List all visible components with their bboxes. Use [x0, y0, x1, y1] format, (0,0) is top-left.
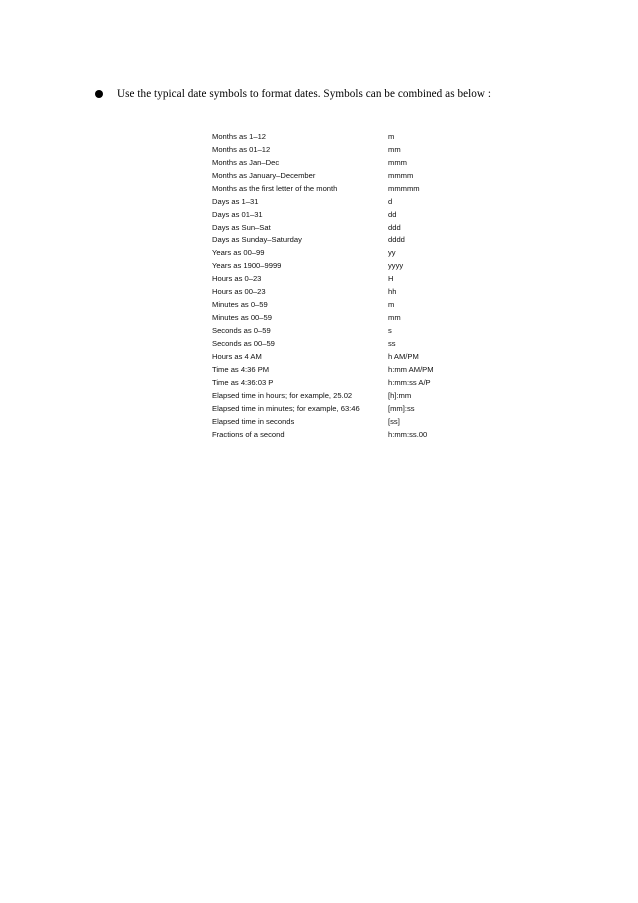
intro-bullet-item	[95, 88, 491, 100]
table-row	[212, 259, 468, 272]
format-description: Months as the first letter of the month	[212, 183, 338, 193]
format-description: Seconds as 00–59	[212, 338, 275, 348]
format-symbol: [ss]	[388, 416, 400, 426]
format-description: Months as 01–12	[212, 144, 271, 154]
date-format-table	[212, 130, 468, 441]
table-row	[212, 169, 468, 182]
table-row	[212, 195, 468, 208]
format-description: Elapsed time in seconds	[212, 416, 295, 426]
format-description: Days as 01–31	[212, 209, 263, 219]
format-description: Months as January–December	[212, 170, 316, 180]
format-symbol: mmmmm	[388, 183, 420, 193]
table-row	[212, 337, 468, 350]
bullet-dot-icon	[95, 90, 103, 98]
format-description: Years as 00–99	[212, 248, 265, 258]
table-row	[212, 389, 468, 402]
format-description: Days as Sun–Sat	[212, 222, 271, 232]
table-row	[212, 285, 468, 298]
format-symbol: dddd	[388, 235, 405, 245]
table-row	[212, 246, 468, 259]
table-row	[212, 428, 468, 441]
format-symbol: ddd	[388, 222, 401, 232]
format-description: Time as 4:36:03 P	[212, 377, 274, 387]
format-symbol: hh	[388, 287, 397, 297]
format-description: Minutes as 0–59	[212, 300, 268, 310]
table-row	[212, 143, 468, 156]
format-symbol: mmm	[388, 157, 407, 167]
format-description: Days as 1–31	[212, 196, 259, 206]
format-symbol: mm	[388, 313, 401, 323]
format-description: Months as 1–12	[212, 131, 267, 141]
format-description: Time as 4:36 PM	[212, 364, 270, 374]
format-symbol: h:mm AM/PM	[388, 364, 434, 374]
format-description: Months as Jan–Dec	[212, 157, 280, 167]
date-format-rows	[212, 130, 468, 441]
format-description: Hours as 00–23	[212, 287, 266, 297]
format-symbol: [h]:mm	[388, 390, 412, 400]
format-description: Hours as 4 AM	[212, 351, 262, 361]
table-row	[212, 272, 468, 285]
format-description: Minutes as 00–59	[212, 313, 272, 323]
table-row	[212, 221, 468, 234]
format-description: Years as 1900–9999	[212, 261, 282, 271]
format-symbol: d	[388, 196, 393, 206]
format-symbol: H	[388, 274, 394, 284]
format-symbol: [mm]:ss	[388, 403, 415, 413]
table-row	[212, 324, 468, 337]
format-symbol: dd	[388, 209, 397, 219]
table-row	[212, 376, 468, 389]
table-row	[212, 234, 468, 247]
format-description: Elapsed time in minutes; for example, 63:46	[212, 403, 360, 413]
format-description: Seconds as 0–59	[212, 326, 271, 336]
format-description: Days as Sunday–Saturday	[212, 235, 302, 245]
format-symbol: ss	[388, 338, 396, 348]
format-symbol: s	[388, 326, 392, 336]
table-row	[212, 311, 468, 324]
table-row	[212, 363, 468, 376]
table-row	[212, 156, 468, 169]
format-description: Fractions of a second	[212, 429, 285, 439]
table-row	[212, 415, 468, 428]
format-description: Hours as 0–23	[212, 274, 262, 284]
format-symbol: m	[388, 300, 395, 310]
format-symbol: h AM/PM	[388, 351, 419, 361]
table-row	[212, 130, 468, 143]
format-symbol: yyyy	[388, 261, 404, 271]
intro-text: Use the typical date symbols to format dates. Symbols can be combined as below :	[117, 88, 492, 100]
format-symbol: mm	[388, 144, 401, 154]
format-symbol: yy	[388, 248, 396, 258]
table-row	[212, 402, 468, 415]
format-symbol: h:mm:ss A/P	[388, 377, 431, 387]
table-row	[212, 208, 468, 221]
table-row	[212, 182, 468, 195]
format-symbol: h:mm:ss.00	[388, 429, 428, 439]
format-symbol: m	[388, 131, 395, 141]
table-row	[212, 350, 468, 363]
format-description: Elapsed time in hours; for example, 25.02	[212, 390, 353, 400]
format-symbol: mmmm	[388, 170, 414, 180]
table-row	[212, 298, 468, 311]
